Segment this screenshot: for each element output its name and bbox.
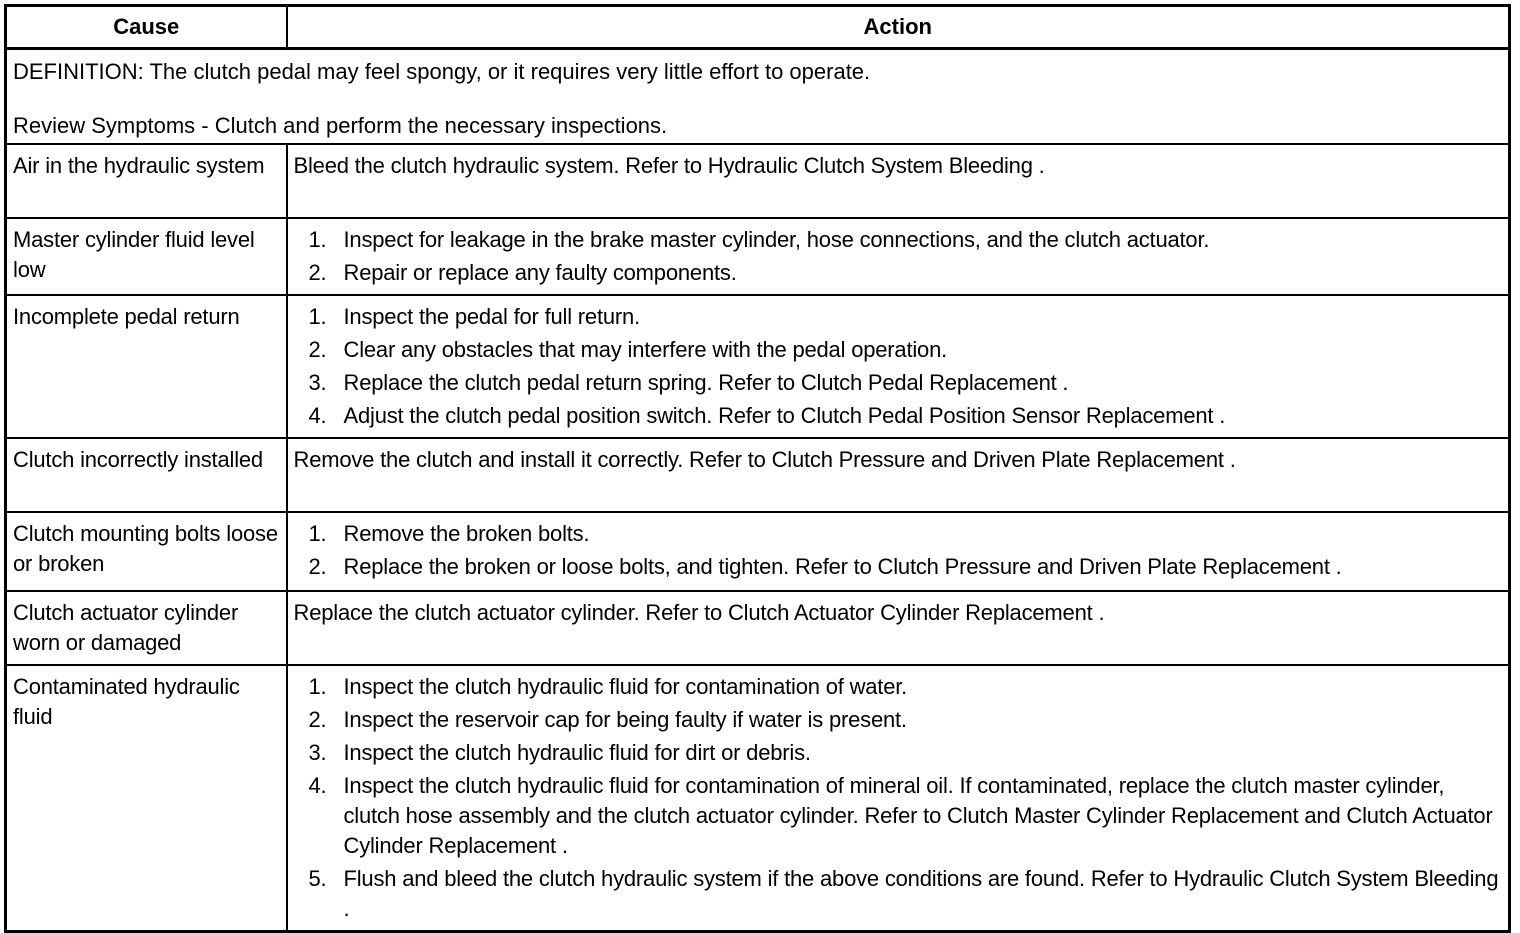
step-number: 3. (308, 740, 327, 765)
cause-cell: Master cylinder fluid level low (6, 218, 287, 295)
cause-column-header: Cause (6, 6, 287, 49)
action-cell (287, 218, 1510, 295)
step-text: Flush and bleed the clutch hydraulic system if the above conditions are found. Refer to Hydraulic Clutch System Bleeding . (343, 866, 1499, 921)
definition-row (6, 49, 1510, 145)
step-number: 2. (308, 707, 327, 732)
action-column-header: Action (287, 6, 1510, 49)
action-step (294, 519, 1505, 549)
action-steps (294, 302, 1505, 431)
step-text: Inspect the clutch hydraulic fluid for contamination of water. (343, 674, 908, 699)
action-step (294, 738, 1505, 768)
action-step (294, 225, 1505, 255)
step-text: Inspect the clutch hydraulic fluid for dirt or debris. (343, 740, 811, 765)
action-cell: Remove the clutch and install it correctly. Refer to Clutch Pressure and Driven Plate Replacement . (287, 438, 1510, 512)
step-text: Inspect for leakage in the brake master cylinder, hose connections, and the clutch actuator. (343, 227, 1210, 252)
cause-cell: Clutch mounting bolts loose or broken (6, 512, 287, 591)
step-number: 1. (308, 674, 327, 699)
step-text: Inspect the pedal for full return. (343, 304, 640, 329)
action-cell (287, 665, 1510, 932)
step-number: 4. (308, 403, 327, 428)
action-step (294, 771, 1505, 861)
step-number: 1. (308, 521, 327, 546)
step-text: Replace the broken or loose bolts, and tighten. Refer to Clutch Pressure and Driven Plate Replacement . (343, 554, 1342, 579)
table-row (6, 665, 1510, 932)
step-text: Inspect the reservoir cap for being faulty if water is present. (343, 707, 907, 732)
table-row (6, 512, 1510, 591)
action-step (294, 864, 1505, 924)
action-cell: Bleed the clutch hydraulic system. Refer to Hydraulic Clutch System Bleeding . (287, 144, 1510, 218)
step-text: Repair or replace any faulty components. (343, 260, 737, 285)
action-cell: Replace the clutch actuator cylinder. Refer to Clutch Actuator Cylinder Replacement . (287, 591, 1510, 665)
action-step (294, 552, 1505, 582)
cause-cell: Air in the hydraulic system (6, 144, 287, 218)
definition-text: DEFINITION: The clutch pedal may feel spongy, or it requires very little effort to operate. (13, 59, 871, 84)
header-row (6, 6, 1510, 49)
step-number: 2. (308, 260, 327, 285)
action-step (294, 335, 1505, 365)
cause-cell: Clutch actuator cylinder worn or damaged (6, 591, 287, 665)
cause-cell: Incomplete pedal return (6, 295, 287, 438)
cause-cell: Clutch incorrectly installed (6, 438, 287, 512)
step-text: Inspect the clutch hydraulic fluid for contamination of mineral oil. If contaminated, replace the clutch master cylinder, clutch hose assembly and the clutch actuator cylinder. Refer to Clutch Master Cylinder Replacement and Clutch Actuator Cylinder Replacement . (343, 773, 1493, 858)
action-step (294, 672, 1505, 702)
table-row (6, 295, 1510, 438)
diagnostic-table (4, 4, 1511, 933)
cause-cell: Contaminated hydraulic fluid (6, 665, 287, 932)
action-step (294, 258, 1505, 288)
table-row (6, 438, 1510, 512)
review-symptoms-text: Review Symptoms - Clutch and perform the necessary inspections. (13, 113, 668, 138)
action-steps (294, 225, 1505, 288)
action-cell (287, 512, 1510, 591)
table-row (6, 218, 1510, 295)
action-steps (294, 519, 1505, 582)
step-number: 1. (308, 227, 327, 252)
table-row (6, 591, 1510, 665)
step-number: 5. (308, 866, 327, 891)
step-text: Remove the broken bolts. (343, 521, 590, 546)
step-text: Replace the clutch pedal return spring. Refer to Clutch Pedal Replacement . (343, 370, 1069, 395)
step-text: Adjust the clutch pedal position switch. Refer to Clutch Pedal Position Sensor Replacement . (343, 403, 1226, 428)
action-step (294, 368, 1505, 398)
step-number: 3. (308, 370, 327, 395)
step-number: 1. (308, 304, 327, 329)
action-cell (287, 295, 1510, 438)
table-row (6, 144, 1510, 218)
action-step (294, 705, 1505, 735)
action-step (294, 401, 1505, 431)
step-text: Clear any obstacles that may interfere with the pedal operation. (343, 337, 948, 362)
definition-cell (6, 49, 1510, 145)
action-steps (294, 672, 1505, 924)
step-number: 2. (308, 337, 327, 362)
action-step (294, 302, 1505, 332)
step-number: 4. (308, 773, 327, 798)
step-number: 2. (308, 554, 327, 579)
